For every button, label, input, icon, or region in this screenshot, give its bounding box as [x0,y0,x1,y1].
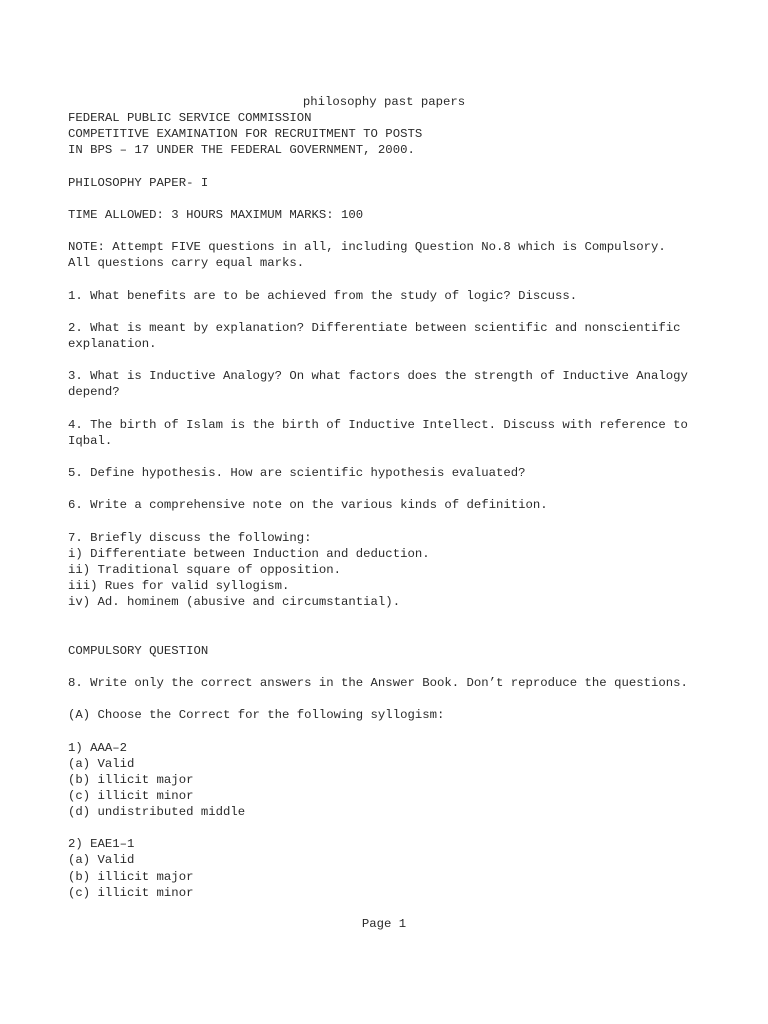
item-2-option-c: (c) illicit minor [68,885,194,900]
header-line-3: IN BPS – 17 UNDER THE FEDERAL GOVERNMENT, 2000. [68,143,415,158]
question-2-line-1: 2. What is meant by explanation? Differentiate between scientific and nonscientific [68,320,681,335]
question-7-item-iii: iii) Rues for valid syllogism. [68,579,290,594]
compulsory-heading: COMPULSORY QUESTION [68,643,209,658]
item-2-option-b: (b) illicit major [68,869,194,884]
question-5: 5. Define hypothesis. How are scientific hypothesis evaluated? [68,466,526,481]
question-4-line-1: 4. The birth of Islam is the birth of Inductive Intellect. Discuss with reference to [68,417,688,432]
question-3-line-2: depend? [68,385,120,400]
page-number: Page 1 [361,917,407,931]
note-line-2: All questions carry equal marks. [68,256,305,271]
note-line-1: NOTE: Attempt FIVE questions in all, including Question No.8 which is Compulsory. [68,240,666,255]
question-6: 6. Write a comprehensive note on the various kinds of definition. [68,498,548,513]
question-7-item-iv: iv) Ad. hominem (abusive and circumstantial). [68,595,401,610]
time-marks: TIME ALLOWED: 3 HOURS MAXIMUM MARKS: 100 [68,207,364,222]
item-1-option-d: (d) undistributed middle [68,805,246,820]
running-title: philosophy past papers [302,95,466,109]
paper-title: PHILOSOPHY PAPER- I [68,175,209,190]
header-line-1: FEDERAL PUBLIC SERVICE COMMISSION [68,111,312,125]
question-1: 1. What benefits are to be achieved from the study of logic? Discuss. [68,288,578,303]
header-line-2: COMPETITIVE EXAMINATION FOR RECRUITMENT TO POSTS [68,127,423,142]
item-1-option-a: (a) Valid [68,756,135,771]
item-1-option-c: (c) illicit minor [68,788,194,803]
question-3-line-1: 3. What is Inductive Analogy? On what factors does the strength of Inductive Analogy [68,369,688,384]
question-4-line-2: Iqbal. [68,433,113,448]
question-7-item-ii: ii) Traditional square of opposition. [68,562,342,577]
item-2-label: 2) EAE1–1 [68,837,135,852]
question-7-intro: 7. Briefly discuss the following: [68,530,312,545]
item-2-option-a: (a) Valid [68,853,135,868]
question-7-item-i: i) Differentiate between Induction and deduction. [68,546,430,561]
part-a-heading: (A) Choose the Correct for the following syllogism: [68,708,445,723]
item-1-label: 1) AAA–2 [68,740,128,755]
question-8: 8. Write only the correct answers in the Answer Book. Don’t reproduce the questions. [68,675,688,690]
item-1-option-b: (b) illicit major [68,772,194,787]
document-body [68,110,748,901]
question-2-line-2: explanation. [68,336,157,351]
